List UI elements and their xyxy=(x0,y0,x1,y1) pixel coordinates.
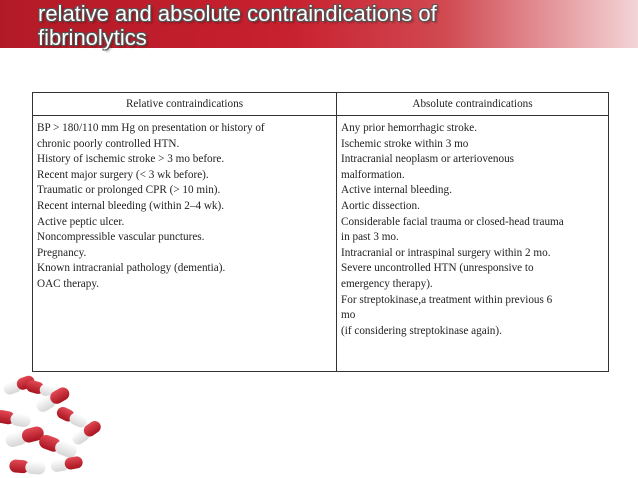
absolute-item: emergency therapy). xyxy=(341,277,433,290)
relative-item: Recent major surgery (< 3 wk before). xyxy=(37,168,209,181)
absolute-item: Intracranial neoplasm or arteriovenous xyxy=(341,153,515,166)
relative-item: Traumatic or prolonged CPR (> 10 min). xyxy=(37,184,221,197)
contraindications-table xyxy=(32,92,609,372)
capsule-pile-icon xyxy=(0,375,110,478)
header-relative: Relative contraindications xyxy=(33,93,337,116)
absolute-cell xyxy=(337,116,609,372)
table-row xyxy=(33,116,609,372)
absolute-item: Any prior hemorrhagic stroke. xyxy=(341,122,478,134)
absolute-item: For streptokinase,a treatment within previous 6 xyxy=(341,293,553,306)
absolute-item: Considerable facial trauma or closed-head trauma xyxy=(341,215,564,228)
relative-item: History of ischemic stroke > 3 mo before. xyxy=(37,153,225,166)
relative-item: Active peptic ulcer. xyxy=(37,215,125,228)
absolute-item: Severe uncontrolled HTN (unresponsive to xyxy=(341,262,534,275)
relative-item: Noncompressible vascular punctures. xyxy=(37,231,205,244)
relative-item: chronic poorly controlled HTN. xyxy=(37,137,180,150)
absolute-item: Aortic dissection. xyxy=(341,199,420,212)
absolute-item: (if considering streptokinase again). xyxy=(341,324,502,337)
slide-title: relative and absolute contraindications of fibrinolytics xyxy=(38,1,437,50)
relative-item: Pregnancy. xyxy=(37,246,87,259)
absolute-item: in past 3 mo. xyxy=(341,231,399,244)
absolute-item: Ischemic stroke within 3 mo xyxy=(341,137,469,150)
contraindications-table-container xyxy=(32,92,591,372)
relative-item: BP > 180/110 mm Hg on presentation or history of xyxy=(37,122,265,134)
relative-item: OAC therapy. xyxy=(37,277,100,290)
absolute-item: Intracranial or intraspinal surgery within 2 mo. xyxy=(341,246,551,259)
absolute-item: malformation. xyxy=(341,168,405,181)
absolute-item: mo xyxy=(341,309,356,322)
table-header-row xyxy=(33,93,609,116)
relative-item: Known intracranial pathology (dementia). xyxy=(37,262,226,275)
relative-cell xyxy=(33,116,337,372)
header-absolute: Absolute contraindications xyxy=(337,93,609,116)
absolute-item: Active internal bleeding. xyxy=(341,184,452,197)
relative-item: Recent internal bleeding (within 2–4 wk). xyxy=(37,199,225,212)
